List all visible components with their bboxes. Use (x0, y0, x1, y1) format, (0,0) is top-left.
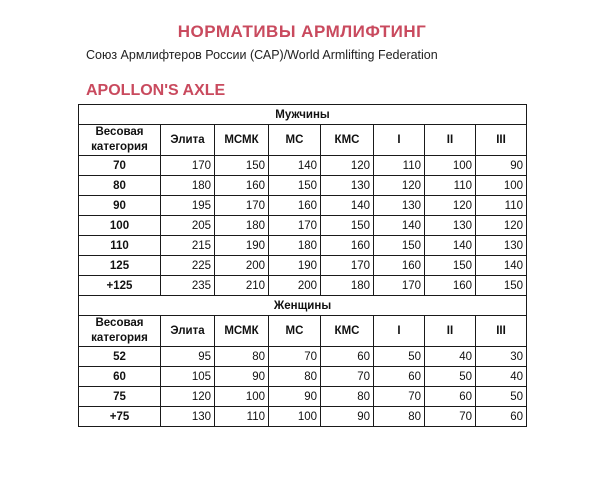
group-label: Мужчины (79, 105, 527, 125)
federation-subtitle: Союз Армлифтеров России (САР)/World Armlifting Federation (86, 48, 438, 62)
table-row (79, 216, 527, 236)
rank-header: Элита (161, 316, 215, 347)
standard-value-cell: 140 (425, 236, 476, 256)
rank-header: МС (269, 125, 321, 156)
standard-value-cell: 130 (374, 196, 425, 216)
standard-value-cell: 120 (476, 216, 527, 236)
standard-value-cell: 60 (374, 367, 425, 387)
standard-value-cell: 150 (476, 276, 527, 296)
table-row (79, 367, 527, 387)
rank-header: МСМК (215, 125, 269, 156)
table-row (79, 156, 527, 176)
table-row (79, 256, 527, 276)
standard-value-cell: 60 (321, 347, 374, 367)
standard-value-cell: 80 (321, 387, 374, 407)
standard-value-cell: 170 (374, 276, 425, 296)
weight-category-header-line2: категория (91, 141, 148, 153)
standard-value-cell: 180 (161, 176, 215, 196)
column-header-row (79, 316, 527, 347)
standard-value-cell: 100 (269, 407, 321, 427)
standard-value-cell: 40 (425, 347, 476, 367)
standard-value-cell: 70 (425, 407, 476, 427)
table-row (79, 176, 527, 196)
group-header-row (79, 296, 527, 316)
standard-value-cell: 150 (374, 236, 425, 256)
standard-value-cell: 150 (215, 156, 269, 176)
standard-value-cell: 130 (161, 407, 215, 427)
table-row (79, 196, 527, 216)
standard-value-cell: 60 (425, 387, 476, 407)
rank-header: II (425, 125, 476, 156)
standard-value-cell: 200 (215, 256, 269, 276)
rank-header: МС (269, 316, 321, 347)
standard-value-cell: 50 (476, 387, 527, 407)
standard-value-cell: 190 (215, 236, 269, 256)
standard-value-cell: 110 (215, 407, 269, 427)
table-row (79, 387, 527, 407)
weight-category-cell: 110 (79, 236, 161, 256)
standard-value-cell: 180 (269, 236, 321, 256)
weight-category-cell: 90 (79, 196, 161, 216)
standard-value-cell: 195 (161, 196, 215, 216)
standard-value-cell: 60 (476, 407, 527, 427)
weight-category-cell: 70 (79, 156, 161, 176)
standard-value-cell: 80 (215, 347, 269, 367)
standard-value-cell: 160 (321, 236, 374, 256)
standard-value-cell: 90 (321, 407, 374, 427)
standard-value-cell: 150 (425, 256, 476, 276)
standard-value-cell: 50 (425, 367, 476, 387)
weight-category-cell: 75 (79, 387, 161, 407)
weight-category-header-line1: Весовая (95, 317, 144, 329)
standard-value-cell: 100 (425, 156, 476, 176)
standard-value-cell: 160 (425, 276, 476, 296)
standard-value-cell: 120 (425, 196, 476, 216)
standard-value-cell: 90 (215, 367, 269, 387)
standard-value-cell: 80 (374, 407, 425, 427)
standard-value-cell: 70 (374, 387, 425, 407)
standard-value-cell: 90 (269, 387, 321, 407)
table-row (79, 276, 527, 296)
standard-value-cell: 50 (374, 347, 425, 367)
standard-value-cell: 150 (269, 176, 321, 196)
rank-header: Элита (161, 125, 215, 156)
standard-value-cell: 140 (269, 156, 321, 176)
standard-value-cell: 110 (425, 176, 476, 196)
group-header-row (79, 105, 527, 125)
weight-category-cell: +75 (79, 407, 161, 427)
standard-value-cell: 170 (269, 216, 321, 236)
standard-value-cell: 170 (215, 196, 269, 216)
standard-value-cell: 80 (269, 367, 321, 387)
weight-category-header-line2: категория (91, 332, 148, 344)
rank-header: МСМК (215, 316, 269, 347)
rank-header: КМС (321, 316, 374, 347)
standard-value-cell: 190 (269, 256, 321, 276)
column-header-row (79, 125, 527, 156)
weight-category-header (79, 125, 161, 156)
standard-value-cell: 120 (321, 156, 374, 176)
weight-category-cell: 52 (79, 347, 161, 367)
rank-header: II (425, 316, 476, 347)
standard-value-cell: 200 (269, 276, 321, 296)
standard-value-cell: 30 (476, 347, 527, 367)
standard-value-cell: 130 (476, 236, 527, 256)
table-row (79, 347, 527, 367)
weight-category-cell: 100 (79, 216, 161, 236)
standard-value-cell: 215 (161, 236, 215, 256)
standard-value-cell: 105 (161, 367, 215, 387)
standard-value-cell: 235 (161, 276, 215, 296)
weight-category-header-line1: Весовая (95, 126, 144, 138)
rank-header: I (374, 125, 425, 156)
weight-category-cell: +125 (79, 276, 161, 296)
group-label: Женщины (79, 296, 527, 316)
table-row (79, 236, 527, 256)
standard-value-cell: 180 (215, 216, 269, 236)
standard-value-cell: 140 (321, 196, 374, 216)
document-title: НОРМАТИВЫ АРМЛИФТИНГ (177, 22, 427, 41)
standard-value-cell: 140 (476, 256, 527, 276)
weight-category-cell: 80 (79, 176, 161, 196)
rank-header: III (476, 125, 527, 156)
standard-value-cell: 100 (215, 387, 269, 407)
standard-value-cell: 160 (374, 256, 425, 276)
standard-value-cell: 205 (161, 216, 215, 236)
standard-value-cell: 225 (161, 256, 215, 276)
norms-table (78, 104, 527, 427)
standard-value-cell: 95 (161, 347, 215, 367)
standard-value-cell: 140 (374, 216, 425, 236)
standard-value-cell: 70 (269, 347, 321, 367)
standard-value-cell: 170 (321, 256, 374, 276)
standard-value-cell: 130 (425, 216, 476, 236)
standard-value-cell: 70 (321, 367, 374, 387)
standard-value-cell: 160 (215, 176, 269, 196)
table-row (79, 407, 527, 427)
weight-category-header (79, 316, 161, 347)
standard-value-cell: 130 (321, 176, 374, 196)
standard-value-cell: 180 (321, 276, 374, 296)
standard-value-cell: 110 (374, 156, 425, 176)
standard-value-cell: 100 (476, 176, 527, 196)
discipline-title: APOLLON'S AXLE (86, 82, 226, 99)
standard-value-cell: 90 (476, 156, 527, 176)
standard-value-cell: 40 (476, 367, 527, 387)
standard-value-cell: 120 (161, 387, 215, 407)
rank-header: I (374, 316, 425, 347)
rank-header: III (476, 316, 527, 347)
rank-header: КМС (321, 125, 374, 156)
standard-value-cell: 120 (374, 176, 425, 196)
weight-category-cell: 60 (79, 367, 161, 387)
standard-value-cell: 150 (321, 216, 374, 236)
standard-value-cell: 210 (215, 276, 269, 296)
standard-value-cell: 110 (476, 196, 527, 216)
standard-value-cell: 160 (269, 196, 321, 216)
weight-category-cell: 125 (79, 256, 161, 276)
standard-value-cell: 170 (161, 156, 215, 176)
